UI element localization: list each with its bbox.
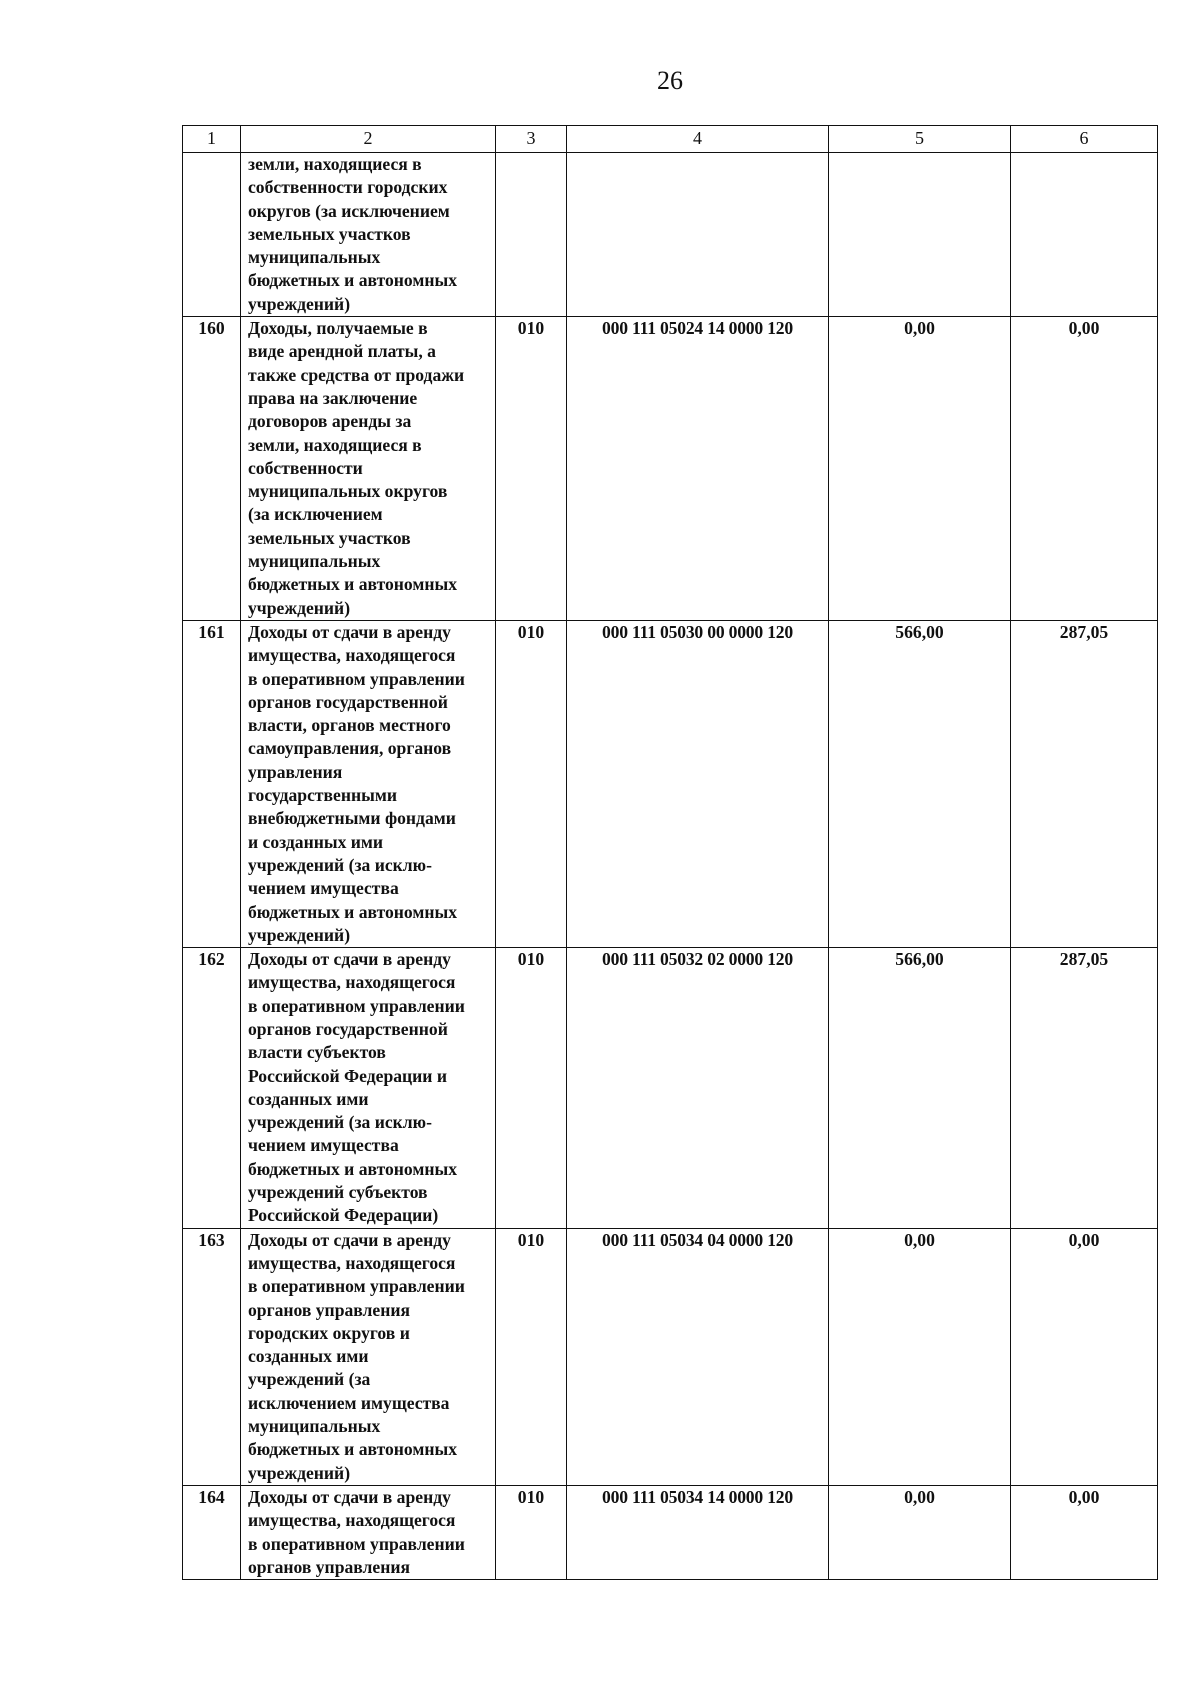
budget-code-cell: 000 111 05024 14 0000 120	[567, 317, 829, 621]
revenue-name-line: земли, находящиеся в	[248, 154, 422, 174]
line-code-cell: 010	[496, 1228, 567, 1485]
executed-amount-cell: 287,05	[1011, 948, 1158, 1229]
line-code-cell: 010	[496, 948, 567, 1229]
revenue-name-line: имущества, находящегося	[248, 645, 456, 666]
revenue-name-line: муниципальных	[248, 551, 381, 572]
column-header-6: 6	[1011, 126, 1158, 153]
approved-amount-cell: 0,00	[829, 317, 1011, 621]
executed-amount-cell: 0,00	[1011, 1485, 1158, 1579]
revenue-name-cell	[241, 620, 496, 947]
revenue-name-line: учреждений)	[248, 293, 351, 314]
revenue-name-line: органов государственной	[248, 1018, 448, 1039]
revenue-name-cell	[241, 1228, 496, 1485]
executed-amount-cell	[1011, 153, 1158, 317]
revenue-name-line: исключением имущества	[248, 1392, 450, 1413]
budget-code-cell: 000 111 05030 00 0000 120	[567, 620, 829, 947]
revenue-name-line: округов (за исключением	[248, 200, 450, 221]
column-header-2: 2	[241, 126, 496, 153]
table-header-row	[183, 126, 1158, 153]
budget-code-cell: 000 111 05032 02 0000 120	[567, 948, 829, 1229]
revenue-name-line: внебюджетными фондами	[248, 808, 456, 829]
revenue-name-line: Доходы от сдачи в аренду	[248, 1486, 451, 1507]
approved-amount-cell: 0,00	[829, 1485, 1011, 1579]
revenue-name-line: также средства от продажи	[248, 364, 465, 385]
revenue-name-line: чением имущества	[248, 878, 399, 899]
revenue-name-cell	[241, 153, 496, 317]
revenue-name-line: чением имущества	[248, 1135, 399, 1156]
revenue-name-line: учреждений (за исклю-	[248, 1112, 432, 1133]
revenue-name-line: учреждений (за	[248, 1369, 371, 1390]
revenue-name-line: Доходы, получаемые в	[248, 318, 428, 339]
revenue-name-line: в оперативном управлении	[248, 1533, 465, 1554]
revenue-name-line: договоров аренды за	[248, 411, 412, 432]
table-row	[183, 153, 1158, 317]
line-code-cell: 010	[496, 1485, 567, 1579]
revenue-table	[182, 125, 1158, 1580]
revenue-name-line: учреждений)	[248, 1462, 351, 1483]
revenue-name-line: органов управления	[248, 1556, 411, 1577]
revenue-name-line: земли, находящиеся в	[248, 434, 422, 455]
revenue-name-line: Доходы от сдачи в аренду	[248, 1229, 451, 1250]
revenue-name-line: имущества, находящегося	[248, 972, 456, 993]
approved-amount-cell: 566,00	[829, 620, 1011, 947]
row-number-cell: 162	[183, 948, 241, 1229]
revenue-name-line: учреждений)	[248, 924, 351, 945]
executed-amount-cell: 0,00	[1011, 1228, 1158, 1485]
revenue-name-line: учреждений)	[248, 597, 351, 618]
revenue-name-line: бюджетных и автономных	[248, 270, 458, 291]
revenue-name-line: в оперативном управлении	[248, 1276, 465, 1297]
column-header-4: 4	[567, 126, 829, 153]
column-header-5: 5	[829, 126, 1011, 153]
revenue-name-line: в оперативном управлении	[248, 668, 465, 689]
revenue-name-line: муниципальных	[248, 247, 381, 268]
table-row	[183, 620, 1158, 947]
revenue-name-line: Доходы от сдачи в аренду	[248, 621, 451, 642]
revenue-name-line: права на заключение	[248, 387, 418, 408]
revenue-name-line: городских округов и	[248, 1322, 410, 1343]
revenue-name-line: управления	[248, 761, 343, 782]
revenue-name-line: органов управления	[248, 1299, 411, 1320]
revenue-name-cell	[241, 317, 496, 621]
revenue-name-line: бюджетных и автономных	[248, 574, 458, 595]
budget-code-cell	[567, 153, 829, 317]
revenue-name-line: власти субъектов	[248, 1042, 386, 1063]
revenue-name-line: в оперативном управлении	[248, 995, 465, 1016]
table-row	[183, 317, 1158, 621]
approved-amount-cell: 0,00	[829, 1228, 1011, 1485]
row-number-cell	[183, 153, 241, 317]
revenue-name-line: государственными	[248, 785, 397, 806]
revenue-name-line: Российской Федерации)	[248, 1205, 439, 1226]
revenue-name-line: собственности	[248, 457, 363, 478]
revenue-name-line: имущества, находящегося	[248, 1252, 456, 1273]
budget-code-cell: 000 111 05034 04 0000 120	[567, 1228, 829, 1485]
revenue-name-cell	[241, 948, 496, 1229]
revenue-name-line: учреждений субъектов	[248, 1182, 428, 1203]
revenue-name-line: земельных участков	[248, 223, 411, 244]
revenue-name-line: органов государственной	[248, 691, 448, 712]
page-number: 26	[657, 66, 683, 95]
revenue-name-line: Российской Федерации и	[248, 1065, 447, 1086]
revenue-name-cell	[241, 1485, 496, 1579]
revenue-name-line: Доходы от сдачи в аренду	[248, 949, 451, 970]
revenue-name-line: самоуправления, органов	[248, 738, 452, 759]
table-row	[183, 1485, 1158, 1579]
revenue-name-line: и созданных ими	[248, 831, 384, 852]
budget-code-cell: 000 111 05034 14 0000 120	[567, 1485, 829, 1579]
executed-amount-cell: 287,05	[1011, 620, 1158, 947]
executed-amount-cell: 0,00	[1011, 317, 1158, 621]
revenue-name-line: власти, органов местного	[248, 715, 451, 736]
revenue-name-line: собственности городских	[248, 177, 448, 198]
table-row	[183, 948, 1158, 1229]
table-row	[183, 1228, 1158, 1485]
revenue-name-line: созданных ими	[248, 1346, 369, 1367]
row-number-cell: 163	[183, 1228, 241, 1485]
revenue-name-line: (за исключением	[248, 504, 383, 525]
line-code-cell	[496, 153, 567, 317]
revenue-name-line: земельных участков	[248, 527, 411, 548]
line-code-cell: 010	[496, 317, 567, 621]
revenue-name-line: созданных ими	[248, 1088, 369, 1109]
row-number-cell: 161	[183, 620, 241, 947]
row-number-cell: 164	[183, 1485, 241, 1579]
line-code-cell: 010	[496, 620, 567, 947]
table-body	[183, 153, 1158, 1580]
approved-amount-cell	[829, 153, 1011, 317]
column-header-3: 3	[496, 126, 567, 153]
revenue-name-line: имущества, находящегося	[248, 1510, 456, 1531]
revenue-name-line: виде арендной платы, а	[248, 341, 436, 362]
revenue-name-line: учреждений (за исклю-	[248, 854, 432, 875]
row-number-cell: 160	[183, 317, 241, 621]
column-header-1: 1	[183, 126, 241, 153]
approved-amount-cell: 566,00	[829, 948, 1011, 1229]
revenue-name-line: муниципальных округов	[248, 481, 448, 502]
revenue-name-line: бюджетных и автономных	[248, 901, 458, 922]
revenue-name-line: муниципальных	[248, 1416, 381, 1437]
revenue-name-line: бюджетных и автономных	[248, 1439, 458, 1460]
revenue-name-line: бюджетных и автономных	[248, 1158, 458, 1179]
